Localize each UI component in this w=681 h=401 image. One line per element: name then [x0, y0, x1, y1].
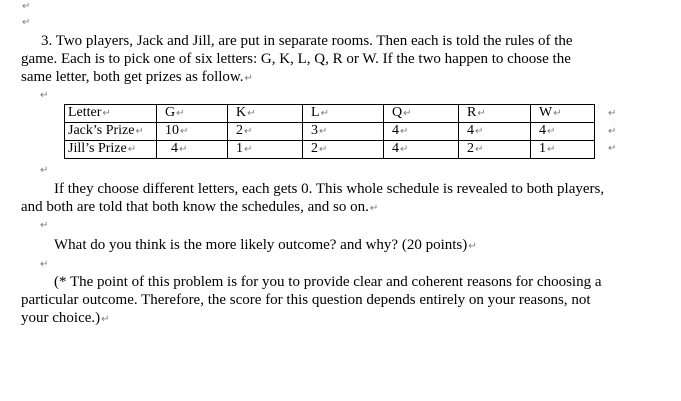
header-cell: G↵: [157, 105, 228, 123]
paragraph-mark: ↵: [40, 90, 49, 101]
rules-line-2: and both are told that both know the schedules, and so on.↵: [21, 199, 379, 215]
row-label: Jack’s Prize↵: [65, 123, 157, 141]
header-cell: Letter↵: [65, 105, 157, 123]
table-row: [65, 141, 595, 159]
table-cell: 10↵: [157, 123, 228, 141]
table-cell: 1↵: [531, 141, 595, 159]
row-label: Jill’s Prize↵: [65, 141, 157, 159]
paragraph-mark: ↵: [22, 1, 31, 12]
paragraph-mark: ↵: [40, 165, 49, 176]
table-cell: 2↵: [228, 123, 303, 141]
table-cell: 2↵: [303, 141, 384, 159]
table-cell: 4↵: [384, 123, 459, 141]
question-line-1: 3. Two players, Jack and Jill, are put in separate rooms. Then each is told the rules of the: [41, 33, 573, 49]
note-line-2: particular outcome. Therefore, the score for this question depends entirely on your reasons, not: [21, 292, 591, 308]
header-cell: Q↵: [384, 105, 459, 123]
rules-line-1: If they choose different letters, each gets 0. This whole schedule is revealed to both players,: [54, 181, 605, 197]
header-cell: R↵: [459, 105, 531, 123]
table-header-row: [65, 105, 595, 123]
header-cell: W↵: [531, 105, 595, 123]
question-prompt: What do you think is the more likely outcome? and why? (20 points)↵: [54, 237, 477, 253]
paragraph-mark: ↵: [40, 259, 49, 270]
note-line-1: (* The point of this problem is for you to provide clear and coherent reasons for choosing a: [54, 274, 602, 290]
header-cell: L↵: [303, 105, 384, 123]
table-cell: 4↵: [531, 123, 595, 141]
table-cell: 4↵: [459, 123, 531, 141]
table-cell: 2↵: [459, 141, 531, 159]
header-cell: K↵: [228, 105, 303, 123]
paragraph-mark: ↵: [22, 17, 31, 28]
paragraph-mark: ↵: [40, 220, 49, 231]
row-end-mark: ↵: [608, 126, 617, 137]
question-line-3: same letter, both get prizes as follow.↵: [21, 69, 253, 85]
table-cell: 4↵: [157, 141, 228, 159]
table-cell: 3↵: [303, 123, 384, 141]
table-row: [65, 123, 595, 141]
table-cell: 1↵: [228, 141, 303, 159]
row-end-mark: ↵: [608, 108, 617, 119]
table-cell: 4↵: [384, 141, 459, 159]
prize-table: [64, 104, 595, 159]
note-line-3: your choice.)↵: [21, 310, 110, 326]
question-line-2: game. Each is to pick one of six letters: G, K, L, Q, R or W. If the two happen to choose the: [21, 51, 571, 67]
row-end-mark: ↵: [608, 143, 617, 154]
